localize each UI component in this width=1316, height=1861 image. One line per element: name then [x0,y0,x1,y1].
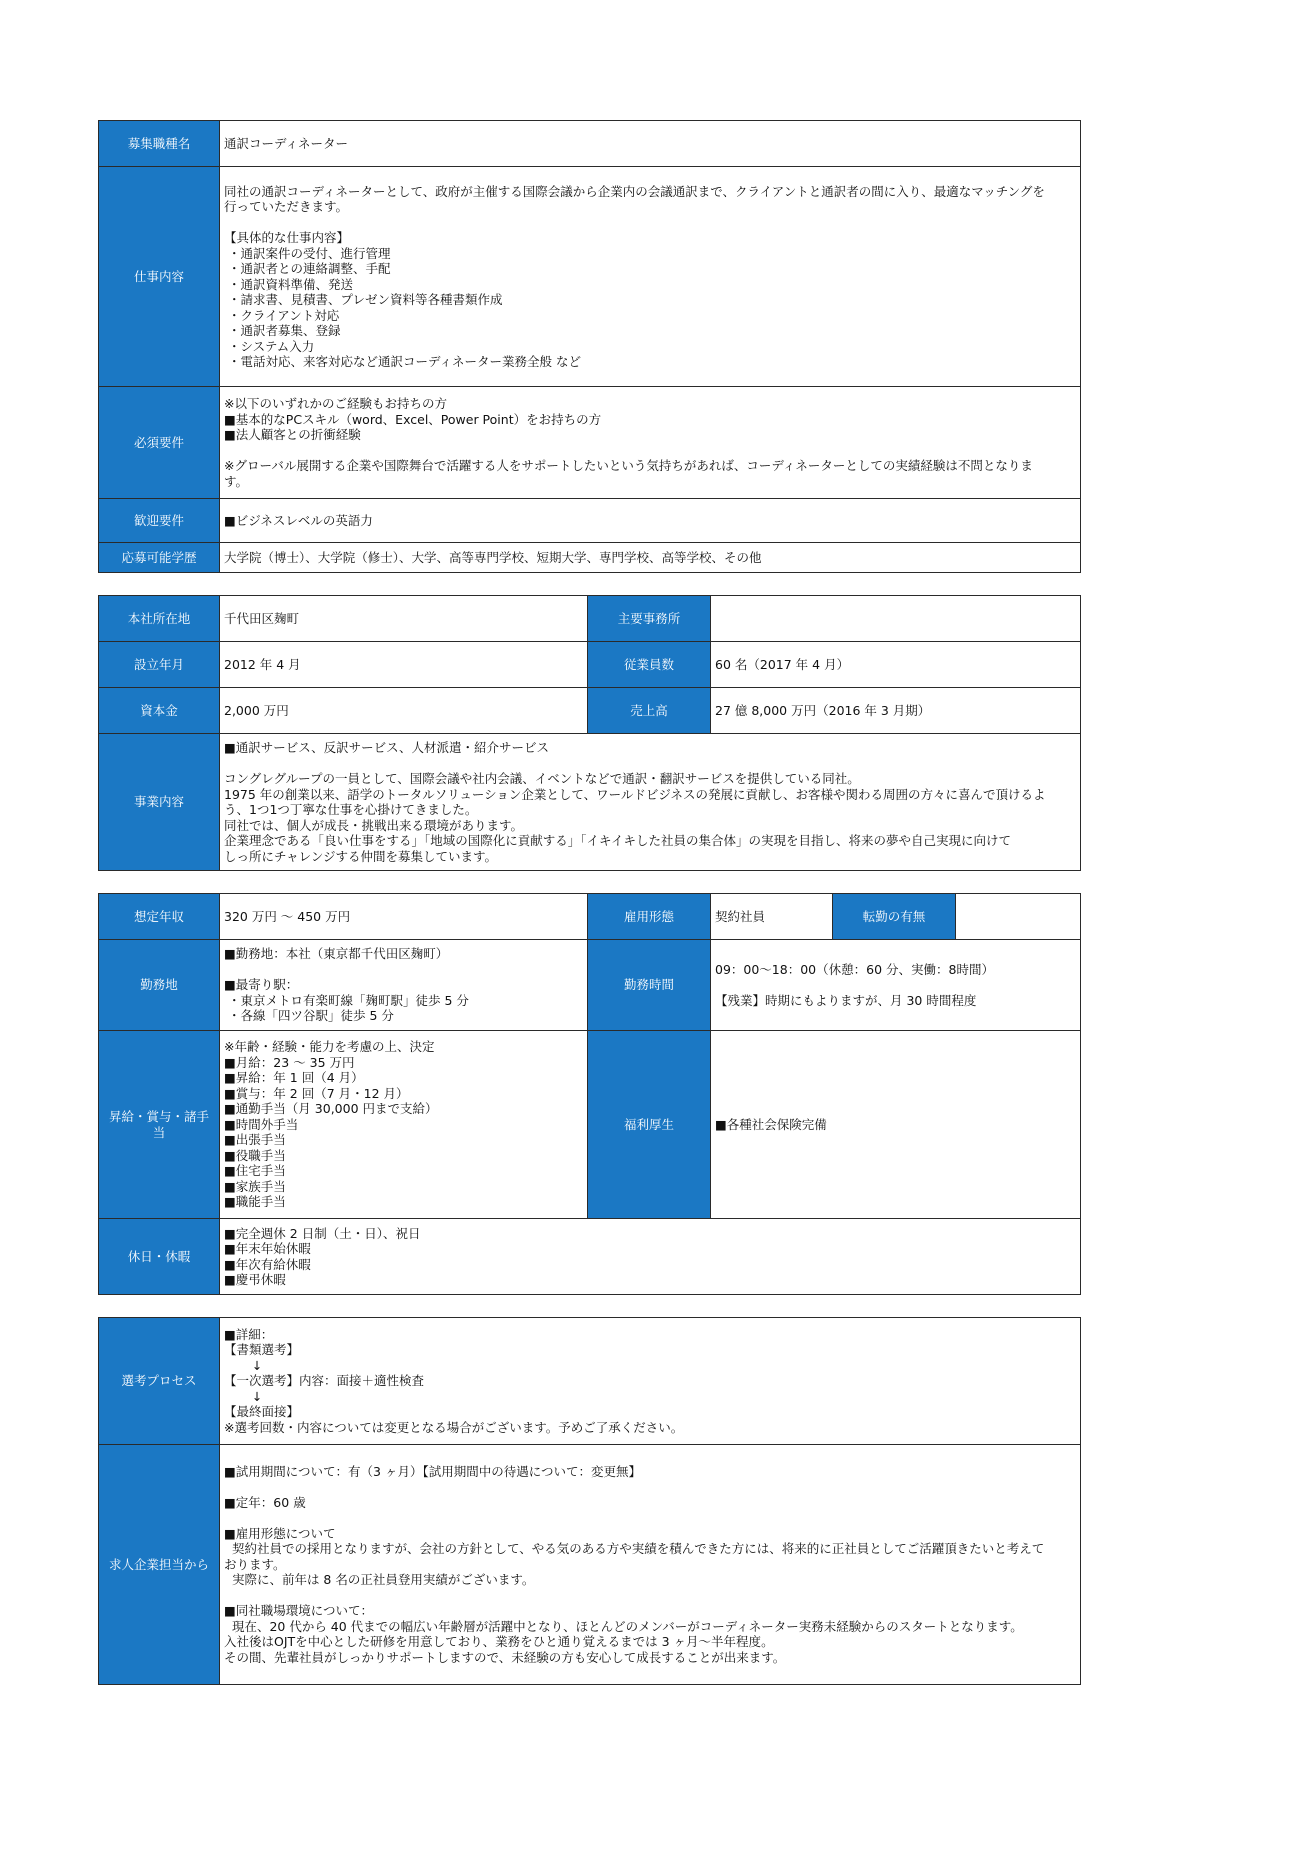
work-line: ・システム入力 [224,338,315,354]
work-line: ・通訳者との連絡調整、手配 [224,261,391,276]
label-holiday: 休日・休暇 [99,1219,220,1295]
label-hours: 勤務時間 [588,940,711,1031]
label-transfer: 転勤の有無 [833,894,956,940]
required-line: ※以下のいずれかのご経験もお持ちの方 [224,396,447,411]
process-line: ■詳細： [224,1326,274,1342]
required-value [220,387,1081,499]
hours-line [715,977,1076,993]
pay-line: ■通勤手当（月 30,000 円まで支給） [224,1101,438,1117]
label-process: 選考プロセス [99,1318,220,1445]
label-welfare: 福利厚生 [588,1031,711,1219]
required-line [224,443,1076,459]
welcome-value: ■ビジネスレベルの英語力 [220,499,1081,543]
location-value [220,940,588,1031]
row-business [99,734,1081,871]
row-pay [99,1031,1081,1219]
work-line: ・通訳者募集、登録 [224,323,341,338]
business-line: 同社では、個人が成長・挑戦出来る環境があります。 [224,817,524,833]
label-founded: 設立年月 [99,642,220,688]
salary-value: 320 万円 〜 450 万円 [220,894,588,940]
row-welcome [99,499,1081,543]
work-line: ・通訳案件の受付、進行管理 [224,245,391,261]
hq-value: 千代田区麹町 [220,596,588,642]
location-line: ・東京メトロ有楽町線「麹町駅」徒歩 5 分 [224,992,469,1008]
hours-line: 09：00〜18：00（休憩：60 分、実働：8時間） [715,961,994,977]
location-line [224,962,583,978]
required-line: す。 [224,473,249,489]
work-line: 同社の通訳コーディネーターとして、政府が主催する国際会議から企業内の会議通訳まで、クライアントと通訳者の間に入り、最適なマッチングを [224,183,1045,199]
notes-line: おります。 [224,1556,286,1572]
job-section [98,120,1081,573]
holiday-line: ■慶弔休暇 [224,1272,286,1287]
work-line: ・通訳資料準備、発送 [224,276,353,292]
pay-line: ■賞与：年 2 回（7 月・12 月） [224,1085,409,1101]
business-line: 企業理念である「良い仕事をする」「地域の国際化に貢献する」「イキイキした社員の集合体」の実現を目指し、将来の夢や自己実現に向けて [224,833,1012,848]
notes-value [220,1445,1081,1685]
location-line: ■最寄り駅： [224,977,299,993]
row-work [99,167,1081,387]
selection-section [98,1317,1081,1685]
label-required: 必須要件 [99,387,220,499]
label-work: 仕事内容 [99,167,220,387]
row-capital [99,688,1081,734]
notes-line [224,1510,1076,1526]
notes-line: ■試用期間について：有（3 ヶ月）【試用期間中の待遇について：変更無】 [224,1463,641,1479]
work-line [224,215,1076,231]
label-education: 応募可能学歴 [99,543,220,573]
conditions-section [98,893,1081,1295]
process-line: ↓ [224,1357,263,1373]
sales-value: 27 億 8,000 万円（2016 年 3 月期） [711,688,1081,734]
label-sales: 売上高 [588,688,711,734]
notes-line: ■雇用形態について [224,1525,336,1541]
pay-line: ■月給：23 〜 35 万円 [224,1054,355,1070]
row-holiday [99,1219,1081,1295]
row-salary [99,894,1081,940]
process-line: 【一次選考】内容：面接＋適性検査 [224,1373,425,1389]
row-required [99,387,1081,499]
notes-line: 実際に、前年は 8 名の正社員登用実績がございます。 [224,1572,535,1588]
holiday-line: ■完全週休 2 日制（土・日）、祝日 [224,1225,421,1241]
notes-line [224,1588,1076,1604]
work-line: 【具体的な仕事内容】 [224,230,350,245]
label-employment: 雇用形態 [588,894,711,940]
process-line: 【書類選考】 [224,1342,300,1358]
work-value [220,167,1081,387]
process-value [220,1318,1081,1445]
business-line: コングレグループの一員として、国際会議や社内会議、イベントなどで通訳・翻訳サービスを提供している同社。 [224,771,860,786]
business-line: 1975 年の創業以来、語学のトータルソリューション企業として、ワールドビジネスの発展に貢献し、お客様や関わる周囲の方々に喜んで頂けるよ [224,786,1046,802]
label-pay: 昇給・賞与・諸手当 [99,1031,220,1219]
pay-line: ※年齢・経験・能力を考慮の上、決定 [224,1039,435,1055]
pay-line: ■昇給：年 1 回（4 月） [224,1070,364,1086]
pay-line: ■時間外手当 [224,1116,299,1132]
work-line: ・請求書、見積書、プレゼン資料等各種書類作成 [224,292,503,307]
founded-value: 2012 年 4 月 [220,642,588,688]
label-business: 事業内容 [99,734,220,871]
employment-value: 契約社員 [711,894,833,940]
pay-line: ■住宅手当 [224,1163,286,1179]
education-value: 大学院（博士）、大学院（修士）、大学、高等専門学校、短期大学、専門学校、高等学校、その他 [220,543,1081,573]
row-hq [99,596,1081,642]
business-value [220,734,1081,871]
capital-value: 2,000 万円 [220,688,588,734]
hours-line: 【残業】時期にもよりますが、月 30 時間程度 [715,992,977,1008]
business-line [224,756,1076,772]
transfer-value [956,894,1081,940]
business-line: う、1つ1つ丁寧な仕事を心掛けてきました。 [224,802,478,817]
notes-line: ■同社職場環境について： [224,1603,374,1619]
employees-value: 60 名（2017 年 4 月） [711,642,1081,688]
row-founded [99,642,1081,688]
location-line: ・各線「四ツ谷駅」徒歩 5 分 [224,1008,394,1024]
business-line: ■通訳サービス、反訳サービス、人材派遣・紹介サービス [224,740,550,755]
notes-line: 現在、20 代から 40 代までの幅広い年齢層が活躍中となり、ほとんどのメンバーがコーディネーター実務未経験からのスタートとなります。 [224,1618,1023,1634]
process-line: ※選考回数・内容については変更となる場合がございます。予めご了承ください。 [224,1419,684,1435]
pay-line: ■役職手当 [224,1147,286,1163]
office-value [711,596,1081,642]
required-line: ■法人顧客との折衝経験 [224,427,361,442]
notes-line: 入社後はOJTを中心とした研修を用意しており、業務をひと通り覚えるまでは 3 ヶ月〜半年程度。 [224,1634,774,1650]
label-location: 勤務地 [99,940,220,1031]
label-welcome: 歓迎要件 [99,499,220,543]
required-line: ■基本的なPCスキル（word、Excel、Power Point）をお持ちの方 [224,411,602,427]
work-line: ・クライアント対応 [224,307,340,323]
row-job-title [99,121,1081,167]
process-line: ↓ [224,1388,263,1404]
company-section [98,595,1081,871]
welfare-value: ■各種社会保険完備 [711,1031,1081,1219]
hours-value [711,940,1081,1031]
pay-value [220,1031,588,1219]
row-education [99,543,1081,573]
notes-line: その間、先輩社員がしっかりサポートしますので、未経験の方も安心して成長することが出来ます。 [224,1649,786,1665]
label-job-title: 募集職種名 [99,121,220,167]
pay-line: ■職能手当 [224,1194,286,1210]
label-salary: 想定年収 [99,894,220,940]
pay-line: ■出張手当 [224,1132,286,1148]
label-hq: 本社所在地 [99,596,220,642]
business-line: しっ所にチャレンジする仲間を募集しています。 [224,848,498,864]
row-process [99,1318,1081,1445]
required-line: ※グローバル展開する企業や国際舞台で活躍する人をサポートしたいという気持ちがあれば、コーディネーターとしての実績経験は不問となりま [224,458,1033,473]
holiday-line: ■年次有給休暇 [224,1256,311,1272]
holiday-line: ■年末年始休暇 [224,1241,311,1256]
job-title-value: 通訳コーディネーター [220,121,1081,167]
work-line: ・電話対応、来客対応など通訳コーディネーター業務全般 など [224,354,581,369]
job-sheet [98,120,1080,1685]
notes-line: 契約社員での採用となりますが、会社の方針として、やる気のある方や実績を積んできた方には、将来的に正社員としてご活躍頂きたいと考えて [224,1541,1045,1557]
holiday-value [220,1219,1081,1295]
notes-line [224,1479,1076,1495]
label-employees: 従業員数 [588,642,711,688]
label-office: 主要事務所 [588,596,711,642]
label-capital: 資本金 [99,688,220,734]
location-line: ■勤務地：本社（東京都千代田区麹町） [224,946,449,962]
notes-line: ■定年：60 歳 [224,1494,306,1510]
process-line: 【最終面接】 [224,1404,300,1420]
work-line: 行っていただきます。 [224,199,349,214]
label-notes: 求人企業担当から [99,1445,220,1685]
row-notes [99,1445,1081,1685]
row-location [99,940,1081,1031]
pay-line: ■家族手当 [224,1178,286,1194]
